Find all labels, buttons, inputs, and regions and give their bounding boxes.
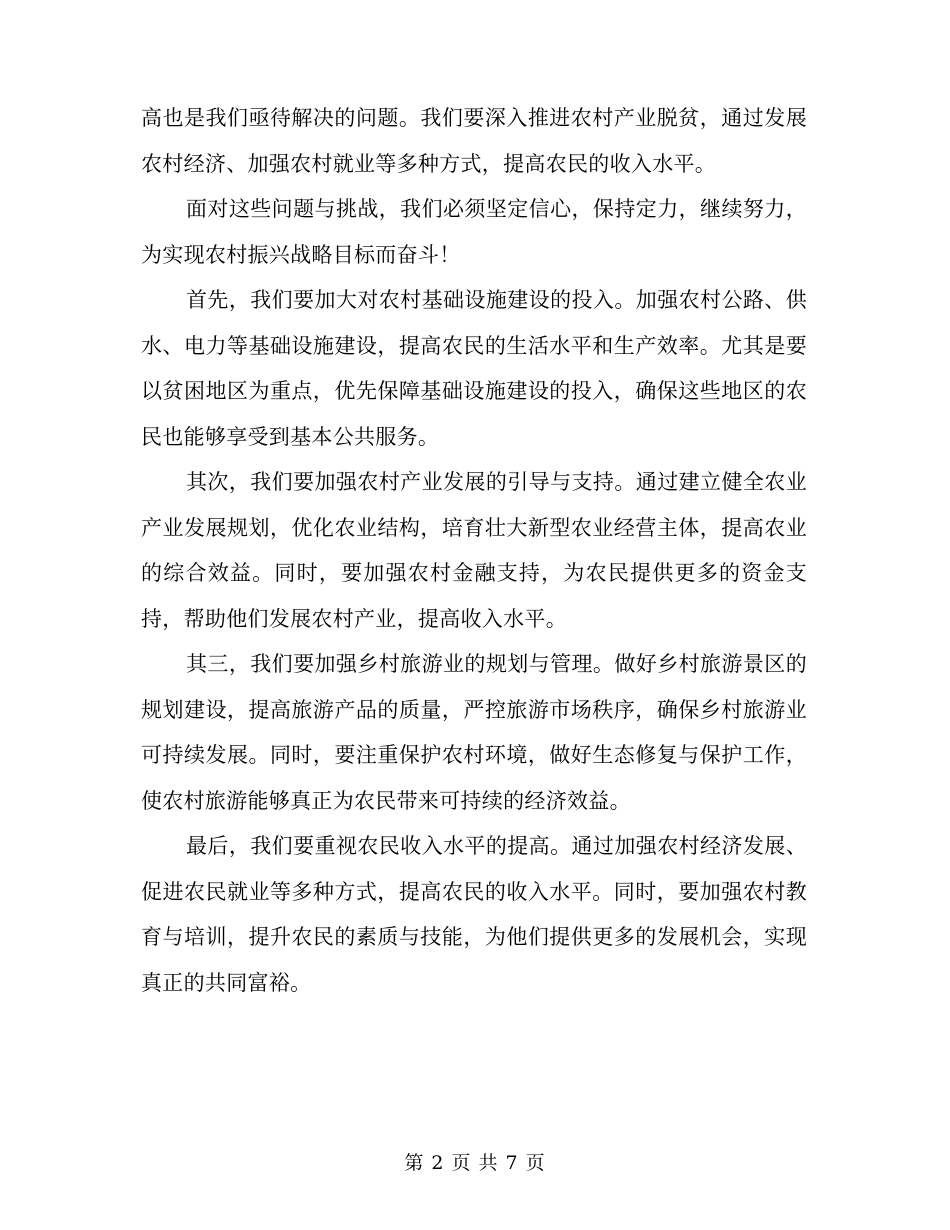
paragraph-4: 其次，我们要加强农村产业发展的引导与支持。通过建立健全农业产业发展规划，优化农业结构，培育壮大新型农业经营主体，提高农业的综合效益。同时，要加强农村金融支持，为农民提供更多的资金支持，帮助他们发展农村产业，提高收入水平。 <box>141 470 807 631</box>
paragraph-6: 最后，我们要重视农民收入水平的提高。通过加强农村经济发展、促进农民就业等多种方式，提高农民的收入水平。同时，要加强农村教育与培训，提升农民的素质与技能，为他们提供更多的发展机会，实现真正的共同富裕。 <box>141 834 807 995</box>
paragraph-5: 其三，我们要加强乡村旅游业的规划与管理。做好乡村旅游景区的规划建设，提高旅游产品的质量，严控旅游市场秩序，确保乡村旅游业可持续发展。同时，要注重保护农村环境，做好生态修复与保护工作，使农村旅游能够真正为农民带来可持续的经济效益。 <box>141 652 807 813</box>
page-number-footer: 第 2 页 共 7 页 <box>404 1152 546 1174</box>
paragraph-2: 面对这些问题与挑战，我们必须坚定信心，保持定力，继续努力，为实现农村振兴战略目标而奋斗！ <box>141 197 807 267</box>
paragraph-1: 高也是我们亟待解决的问题。我们要深入推进农村产业脱贫，通过发展农村经济、加强农村就业等多种方式，提高农民的收入水平。 <box>141 106 807 176</box>
document-body <box>141 96 807 1006</box>
paragraph-3: 首先，我们要加大对农村基础设施建设的投入。加强农村公路、供水、电力等基础设施建设，提高农民的生活水平和生产效率。尤其是要以贫困地区为重点，优先保障基础设施建设的投入，确保这些地区的农民也能够享受到基本公共服务。 <box>141 288 807 449</box>
